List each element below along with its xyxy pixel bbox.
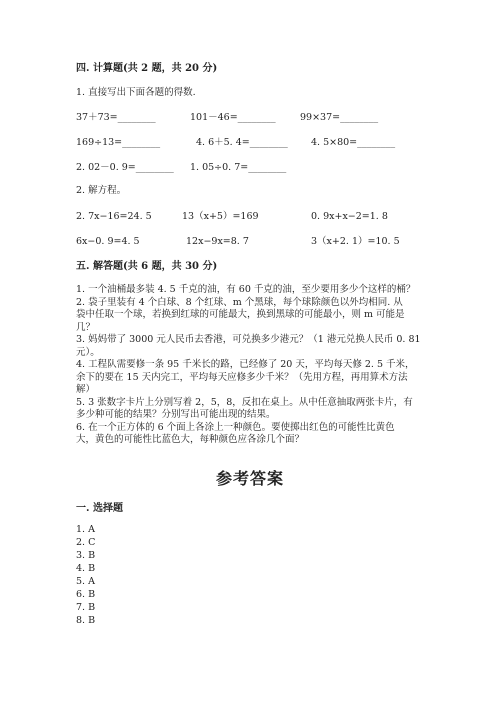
problem-line: 袋中任取一个球，若换到红球的可能最大，换到黑球的可能最小，则 m 可能是 xyxy=(76,309,405,320)
calc-q2-prompt: 2. 解方程。 xyxy=(76,185,127,196)
section4-heading: 四. 计算题(共 2 题，共 20 分) xyxy=(76,63,218,74)
problem-line: 2. 袋子里装有 4 个白球、8 个红球、m 个黑球，每个球除颜色以外均相同. 从 xyxy=(76,296,403,308)
problem-line: 3. 妈妈带了 3000 元人民币去香港，可兑换多少港元？（1 港元兑换人民币 0. 81 xyxy=(76,334,421,345)
calc-item: 1. 05÷0. 7=________ xyxy=(190,162,287,173)
answer-item: 8. B xyxy=(76,615,96,626)
answer-key-title: 参考答案 xyxy=(215,469,284,488)
answer-item: 1. A xyxy=(76,524,95,535)
answer-item: 2. C xyxy=(76,537,96,548)
problem-line: 4. 工程队需要修一条 95 千米长的路，已经修了 20 天，平均每天修 2. 5 千米， xyxy=(76,359,415,370)
word-problems xyxy=(76,284,426,447)
answer-item: 7. B xyxy=(76,602,96,613)
calc-item: 169÷13=________ xyxy=(76,137,161,148)
section5-heading: 五. 解答题(共 6 题，共 30 分) xyxy=(76,261,218,272)
calc-item: 2. 02－0. 9=________ xyxy=(76,162,174,173)
problem-line: 大，黄色的可能性比蓝色大，每种颜色应各涂几个面？ xyxy=(76,434,305,445)
answers-subheading: 一. 选择题 xyxy=(76,503,123,514)
problem-line: 几？ xyxy=(76,321,96,333)
problem-line: 1. 一个油桶最多装 4. 5 千克的油，有 60 千克的油，至少要用多少个这样的桶？ xyxy=(76,284,416,295)
equation-item: 12x−9x=8. 7 xyxy=(186,236,249,247)
problem-line: 解） xyxy=(76,384,96,395)
equation-item: 2. 7x−16=24. 5 xyxy=(76,211,152,222)
equation-item: 3（x+2. 1）=10. 5 xyxy=(311,236,400,247)
answer-item: 6. B xyxy=(76,589,96,600)
equation-item: 13（x+5）=169 xyxy=(182,211,259,222)
calc-item: 37＋73=________ xyxy=(76,112,156,123)
problem-line: 元）。 xyxy=(76,346,100,358)
problem-line: 余下的要在 15 天内完工，平均每天应修多少千米？（先用方程，再用算术方法 xyxy=(76,371,408,383)
answer-item: 4. B xyxy=(76,563,96,574)
answer-item: 5. A xyxy=(76,576,95,587)
problem-line: 5. 3 张数字卡片上分别写着 2，5，8，反扣在桌上。从中任意抽取两张卡片，有 xyxy=(76,396,413,408)
calc-item: 99×37=________ xyxy=(300,112,379,123)
problem-line: 多少种可能的结果？分别写出可能出现的结果。 xyxy=(76,409,276,420)
equation-item: 6x−0. 9=4. 5 xyxy=(76,236,140,247)
calc-q1-prompt: 1. 直接写出下面各题的得数. xyxy=(76,87,196,98)
calc-item: 101－46=________ xyxy=(190,112,276,123)
calc-item: 4. 5×80=________ xyxy=(311,137,396,148)
calc-item: 4. 6＋5. 4=________ xyxy=(196,137,288,148)
problem-line: 6. 在一个正方体的 6 个面上各涂上一种颜色。要使掷出红色的可能性比黄色 xyxy=(76,421,395,433)
equation-item: 0. 9x+x−2=1. 8 xyxy=(311,211,388,222)
answer-item: 3. B xyxy=(76,550,96,561)
